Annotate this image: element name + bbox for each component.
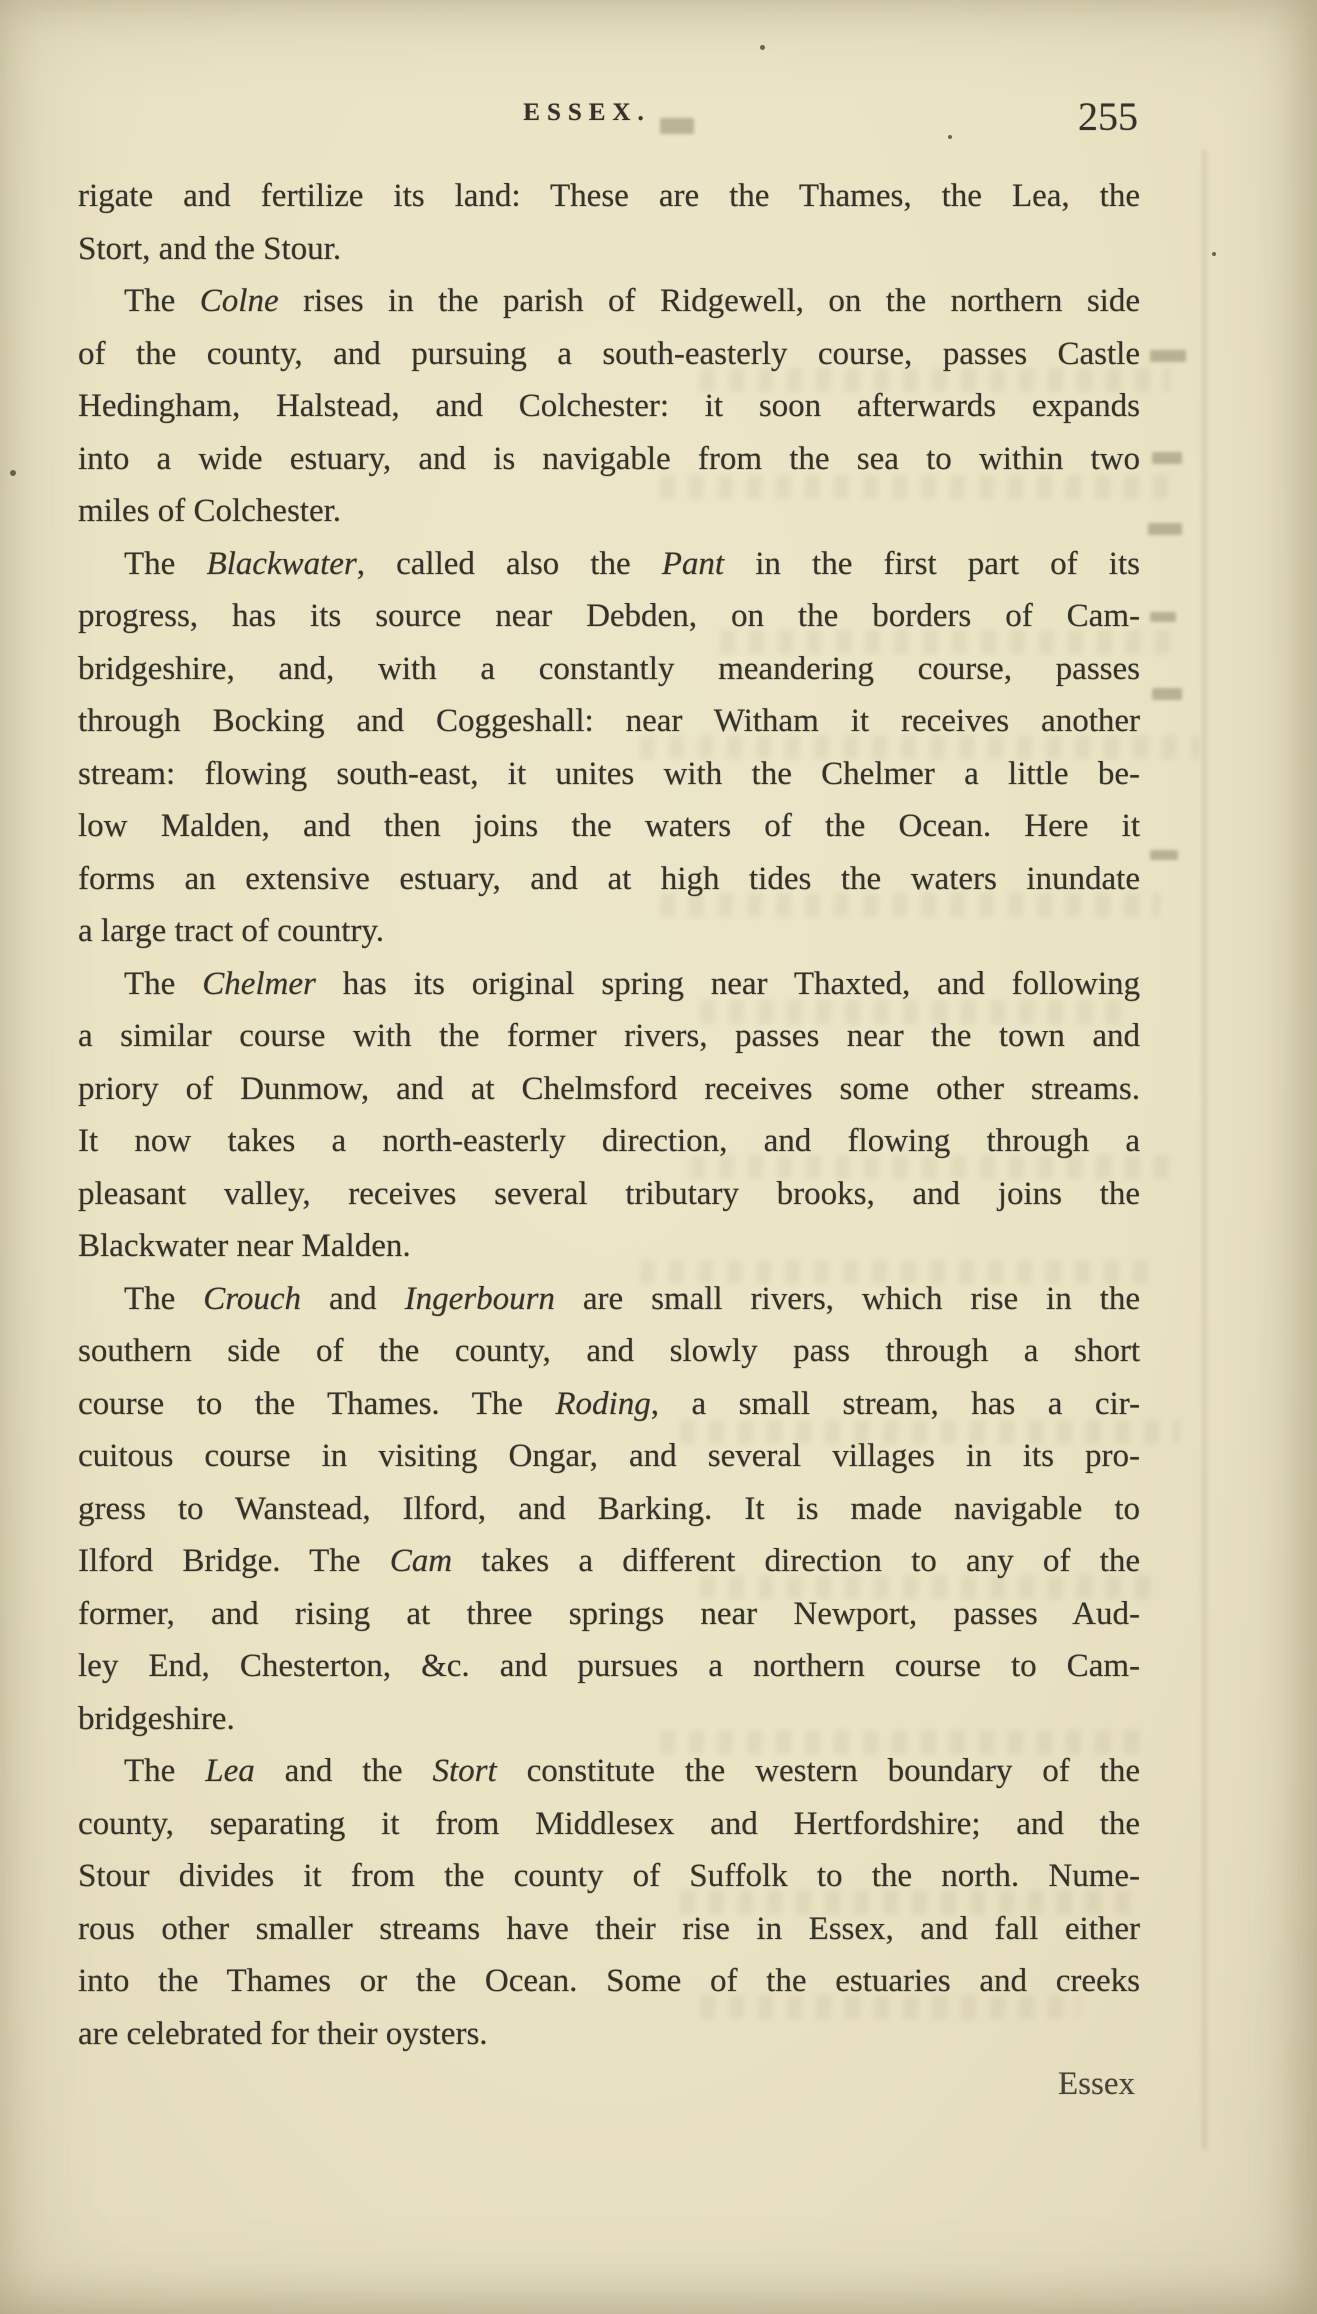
margin-smudge-artifact — [1152, 688, 1182, 700]
italic-river-name: Chelmer — [202, 965, 316, 1002]
text-line: low Malden, and then joins the waters of the Ocean. Here it — [78, 808, 1140, 844]
text-line: through Bocking and Coggeshall: near Witham it receives another — [78, 703, 1140, 739]
text-line: are celebrated for their oysters. — [78, 2015, 488, 2052]
text-line: into the Thames or the Ocean. Some of the estuaries and creeks — [78, 1963, 1140, 1999]
text-line: Hedingham, Halstead, and Colchester: it soon afterwards expands — [78, 388, 1140, 424]
italic-river-name: Roding — [555, 1385, 651, 1422]
italic-river-name: Lea — [205, 1753, 255, 1789]
text-line: bridgeshire, and, with a constantly meandering course, passes — [78, 650, 1140, 687]
italic-river-name: Ingerbourn — [404, 1280, 555, 1317]
italic-river-name: Blackwater — [206, 545, 357, 582]
text-line: gress to Wanstead, Ilford, and Barking. It is made navigable to — [78, 1490, 1140, 1527]
text-line: The Colne rises in the parish of Ridgewell, on the northern side — [124, 283, 1140, 319]
text-line: Blackwater near Malden. — [78, 1228, 411, 1264]
text-line: priory of Dunmow, and at Chelmsford receives some other streams. — [78, 1070, 1140, 1107]
margin-smudge-artifact — [1148, 523, 1182, 535]
text-line: Ilford Bridge. The Cam takes a different direction to any of the — [78, 1543, 1140, 1579]
text-line: rigate and fertilize its land: These are the Thames, the Lea, the — [78, 178, 1140, 214]
text-line: pleasant valley, receives several tributary brooks, and joins the — [78, 1175, 1140, 1212]
running-head — [78, 0, 1140, 160]
ink-speck — [1212, 252, 1216, 256]
italic-river-name: Cam — [389, 1543, 453, 1579]
page-text — [78, 170, 1140, 2060]
margin-smudge-artifact — [1152, 452, 1182, 464]
ink-speck — [10, 470, 16, 476]
text-line: former, and rising at three springs near Newport, passes Aud- — [78, 1595, 1140, 1632]
page-number: 255 — [1078, 94, 1138, 139]
text-line: The Chelmer has its original spring near Thaxted, and following — [124, 965, 1140, 1002]
text-line: a large tract of country. — [78, 913, 385, 949]
text-line: into a wide estuary, and is navigable from the sea to within two — [78, 440, 1140, 477]
text-line: Stort, and the Stour. — [78, 230, 342, 267]
text-line: course to the Thames. The Roding, a small stream, has a cir- — [78, 1385, 1140, 1422]
text-line: southern side of the county, and slowly pass through a short — [78, 1333, 1140, 1369]
text-line: a similar course with the former rivers, passes near the town and — [78, 1018, 1140, 1054]
text-line: cuitous course in visiting Ongar, and several villages in its pro- — [78, 1438, 1140, 1474]
margin-smudge-artifact — [1150, 850, 1178, 860]
text-line: The Lea and the Stort constitute the western boundary of the — [124, 1753, 1140, 1789]
text-line: The Crouch and Ingerbourn are small rivers, which rise in the — [124, 1280, 1140, 1317]
margin-smudge-artifact — [1150, 350, 1186, 362]
fold-shadow-artifact — [1203, 150, 1206, 2150]
text-line: The Blackwater, called also the Pant in the first part of its — [124, 545, 1140, 582]
italic-river-name: Colne — [199, 283, 279, 319]
text-line: stream: flowing south-east, it unites with the Chelmer a little be- — [78, 755, 1140, 792]
text-line: miles of Colchester. — [78, 493, 342, 529]
text-line: rous other smaller streams have their rise in Essex, and fall either — [78, 1910, 1140, 1947]
text-line: county, separating it from Middlesex and Hertfordshire; and the — [78, 1805, 1140, 1842]
running-title: ESSEX. — [523, 99, 651, 126]
text-line: ley End, Chesterton, &c. and pursues a northern course to Cam- — [78, 1648, 1140, 1684]
text-line: of the county, and pursuing a south-easterly course, passes Castle — [78, 335, 1140, 372]
text-line: It now takes a north-easterly direction, and flowing through a — [78, 1123, 1140, 1159]
italic-river-name: Crouch — [203, 1280, 302, 1317]
text-line: progress, has its source near Debden, on the borders of Cam- — [78, 598, 1140, 634]
text-line: Stour divides it from the county of Suffolk to the north. Nume- — [78, 1858, 1140, 1894]
text-line: bridgeshire. — [78, 1700, 235, 1737]
italic-river-name: Pant — [661, 545, 725, 582]
text-line: forms an extensive estuary, and at high tides the waters inundate — [78, 860, 1140, 897]
catchword: Essex — [1058, 2066, 1135, 2102]
margin-smudge-artifact — [1150, 612, 1176, 622]
italic-river-name: Stort — [432, 1753, 497, 1789]
